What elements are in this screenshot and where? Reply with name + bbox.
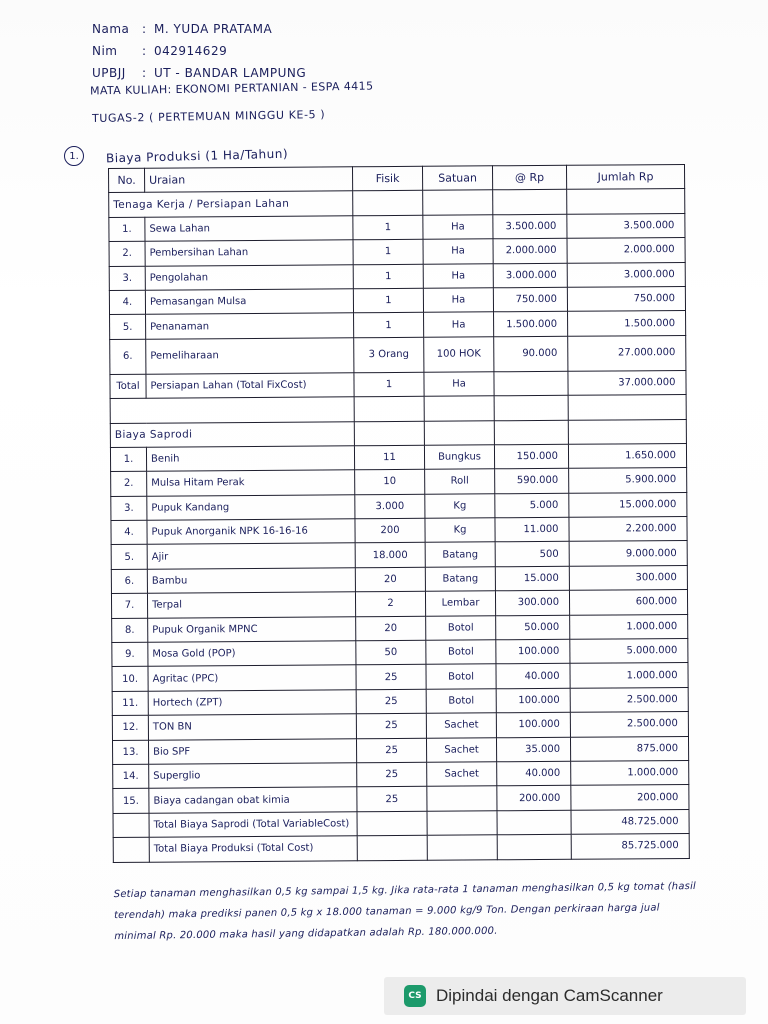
- cell-harga: 750.000: [493, 287, 567, 312]
- cell-satuan: Batang: [425, 542, 495, 567]
- cell-no: 6.: [111, 569, 147, 594]
- cell-uraian: Pupuk Kandang: [147, 494, 355, 520]
- student-header: [92, 18, 392, 84]
- cell-jumlah: 27.000.000: [568, 335, 686, 371]
- cell-fisik: 2: [355, 592, 425, 617]
- cell-fisik: 25: [357, 762, 427, 787]
- cell-satuan: [427, 835, 497, 860]
- cell-harga: 100.000: [496, 688, 570, 713]
- cell-no: 2.: [109, 241, 145, 266]
- cell-uraian: Benih: [146, 446, 354, 472]
- cell-uraian: TON BN: [148, 714, 356, 740]
- cell-harga: [497, 810, 571, 835]
- cell-jumlah: 1.000.000: [570, 614, 688, 639]
- cell-jumlah: 300.000: [569, 565, 687, 590]
- empty-cell: [110, 397, 354, 423]
- upbjj-separator: :: [142, 66, 147, 80]
- header-no: No.: [109, 168, 145, 193]
- cell-no: 2.: [111, 472, 147, 497]
- cell-jumlah: 875.000: [570, 736, 688, 761]
- cell-no: 1.: [110, 447, 146, 472]
- cell-fisik: [357, 835, 427, 860]
- cell-fisik: 25: [356, 713, 426, 738]
- yield-note: Setiap tanaman menghasilkan 0,5 kg sampai 1,5 kg. Jika rata-rata 1 tanaman menghasilkan 0,5 kg tomat (hasil terendah) maka prediksi panen 0,5 kg x 18.000 tanaman = 9.000 kg/9 Ton. Dengan perkiraan harga jual minimal Rp. 20.000 maka hasil yang didapatkan adalah Rp. 180.000.000.: [113, 880, 697, 943]
- cell-no: 12.: [112, 715, 148, 740]
- cell-fisik: 25: [356, 665, 426, 690]
- nim-value: 042914629: [154, 44, 228, 58]
- section-heading: [64, 146, 288, 166]
- header-fisik: Fisik: [352, 166, 422, 191]
- cell-jumlah: 200.000: [571, 785, 689, 810]
- cell-no: 4.: [109, 290, 145, 315]
- cell-uraian: Hortech (ZPT): [148, 690, 356, 716]
- cell-harga: 40.000: [496, 664, 570, 689]
- cell-uraian: Pemasangan Mulsa: [145, 289, 353, 315]
- cell-uraian: Sewa Lahan: [145, 216, 353, 242]
- cell-harga: 15.000: [495, 566, 569, 591]
- cell-fisik: 3.000: [355, 494, 425, 519]
- cell-fisik: [357, 811, 427, 836]
- cell-satuan: Botol: [426, 615, 496, 640]
- cell-no: 7.: [111, 593, 147, 618]
- cell-uraian: Bio SPF: [148, 738, 356, 764]
- header-uraian: Uraian: [145, 167, 353, 193]
- cell-uraian: Persiapan Lahan (Total FixCost): [146, 373, 354, 399]
- cell-no: Total: [110, 374, 146, 399]
- cell-satuan: Sachet: [426, 737, 496, 762]
- cell-jumlah: 5.000.000: [570, 638, 688, 663]
- empty-cell: [494, 420, 568, 445]
- cell-uraian: Total Biaya Produksi (Total Cost): [149, 836, 357, 862]
- cell-fisik: 20: [355, 567, 425, 592]
- cell-harga: [494, 371, 568, 396]
- cell-satuan: Ha: [423, 215, 493, 240]
- cell-satuan: Bungkus: [424, 445, 494, 470]
- cell-satuan: Ha: [424, 372, 494, 397]
- cell-satuan: Kg: [425, 493, 495, 518]
- total-produksi-row: [113, 834, 689, 862]
- cell-jumlah: 3.000.000: [567, 262, 685, 287]
- cell-fisik: 1: [354, 372, 424, 397]
- cell-harga: 2.000.000: [493, 238, 567, 263]
- cell-satuan: Sachet: [426, 713, 496, 738]
- cell-harga: 5.000: [495, 493, 569, 518]
- cell-no: 8.: [112, 618, 148, 643]
- cell-harga: [497, 834, 571, 859]
- cell-satuan: Ha: [423, 288, 493, 313]
- cell-jumlah: 1.000.000: [571, 760, 689, 785]
- cell-uraian: Terpal: [147, 592, 355, 618]
- cell-jumlah: 1.650.000: [568, 443, 686, 468]
- empty-cell: [423, 190, 493, 215]
- cell-harga: 11.000: [495, 517, 569, 542]
- cell-no: 10.: [112, 667, 148, 692]
- cell-satuan: Botol: [426, 664, 496, 689]
- cell-satuan: Botol: [426, 640, 496, 665]
- nim-separator: :: [142, 44, 147, 58]
- cell-satuan: Ha: [423, 263, 493, 288]
- cell-uraian: Pengolahan: [145, 264, 353, 290]
- empty-cell: [567, 189, 685, 214]
- group-title-cell: Biaya Saprodi: [110, 421, 354, 447]
- cell-harga: 40.000: [497, 761, 571, 786]
- cell-no: 14.: [113, 764, 149, 789]
- cell-no: [113, 813, 149, 838]
- cell-fisik: 50: [356, 640, 426, 665]
- cell-jumlah: 600.000: [569, 590, 687, 615]
- cell-uraian: Pupuk Anorganik NPK 16-16-16: [147, 519, 355, 545]
- empty-cell: [493, 190, 567, 215]
- empty-cell: [424, 396, 494, 421]
- cell-no: 9.: [112, 642, 148, 667]
- mata-kuliah-label: MATA KULIAH:: [89, 83, 172, 98]
- cell-no: 6.: [110, 339, 146, 374]
- cell-jumlah: 2.500.000: [570, 712, 688, 737]
- cell-satuan: [427, 786, 497, 811]
- cell-harga: 300.000: [495, 591, 569, 616]
- cell-uraian: Biaya cadangan obat kimia: [149, 787, 357, 813]
- cell-jumlah: 48.725.000: [571, 809, 689, 834]
- upbjj-value: UT - BANDAR LAMPUNG: [154, 66, 307, 80]
- empty-cell: [354, 396, 424, 421]
- cell-satuan: Roll: [425, 469, 495, 494]
- cell-jumlah: 9.000.000: [569, 541, 687, 566]
- cell-no: 13.: [112, 740, 148, 765]
- cell-harga: 100.000: [496, 639, 570, 664]
- nama-separator: :: [142, 22, 147, 36]
- cell-harga: 1.500.000: [494, 312, 568, 337]
- cell-satuan: Ha: [424, 312, 494, 337]
- cell-uraian: Penanaman: [146, 313, 354, 339]
- cell-fisik: 11: [354, 445, 424, 470]
- group-title-cell: Tenaga Kerja / Persiapan Lahan: [109, 191, 353, 217]
- cell-harga: 100.000: [496, 712, 570, 737]
- cell-satuan: Lembar: [425, 591, 495, 616]
- cell-harga: 90.000: [494, 336, 568, 372]
- cell-no: 3.: [111, 496, 147, 521]
- empty-cell: [494, 395, 568, 420]
- cell-fisik: 1: [354, 313, 424, 338]
- nim-row: [92, 40, 392, 62]
- cell-harga: 500: [495, 542, 569, 567]
- cell-jumlah: 15.000.000: [569, 492, 687, 517]
- nama-value: M. YUDA PRATAMA: [154, 22, 273, 36]
- cell-uraian: Pemeliharaan: [146, 338, 354, 374]
- cell-uraian: Pembersihan Lahan: [145, 240, 353, 266]
- cell-uraian: Mosa Gold (POP): [148, 641, 356, 667]
- cell-harga: 150.000: [494, 444, 568, 469]
- cell-jumlah: 750.000: [567, 286, 685, 311]
- cell-no: 3.: [109, 266, 145, 291]
- cell-harga: 200.000: [497, 786, 571, 811]
- nama-label: Nama: [92, 22, 130, 36]
- section-number: 1.: [64, 146, 84, 166]
- cell-satuan: Botol: [426, 689, 496, 714]
- cell-fisik: 10: [355, 470, 425, 495]
- cell-jumlah: 2.200.000: [569, 517, 687, 542]
- header-jumlah: Jumlah Rp: [566, 164, 684, 189]
- tugas-title: TUGAS-2 ( PERTEMUAN MINGGU KE-5 ): [91, 107, 326, 126]
- section-title: Biaya Produksi (1 Ha/Tahun): [105, 146, 289, 166]
- cell-fisik: 20: [356, 616, 426, 641]
- header-satuan: Satuan: [422, 166, 492, 191]
- cell-uraian: Bambu: [147, 568, 355, 594]
- empty-cell: [568, 419, 686, 444]
- cell-fisik: 200: [355, 518, 425, 543]
- cost-table: [108, 164, 690, 863]
- cell-no: 11.: [112, 691, 148, 716]
- cell-no: 5.: [110, 315, 146, 340]
- cell-jumlah: 3.500.000: [567, 213, 685, 238]
- empty-cell: [353, 191, 423, 216]
- nama-row: [92, 18, 392, 40]
- cell-harga: 3.500.000: [493, 214, 567, 239]
- cell-jumlah: 37.000.000: [568, 370, 686, 395]
- empty-cell: [424, 420, 494, 445]
- cell-satuan: 100 HOK: [424, 337, 494, 372]
- cell-no: 4.: [111, 520, 147, 545]
- empty-cell: [568, 395, 686, 420]
- cell-harga: 3.000.000: [493, 263, 567, 288]
- cell-harga: 35.000: [496, 737, 570, 762]
- cell-jumlah: 2.500.000: [570, 687, 688, 712]
- cell-satuan: Batang: [425, 567, 495, 592]
- cell-uraian: Agritac (PPC): [148, 665, 356, 691]
- cell-fisik: 3 Orang: [354, 337, 424, 372]
- cell-fisik: 18.000: [355, 543, 425, 568]
- cell-no: [113, 837, 149, 862]
- cell-jumlah: 2.000.000: [567, 238, 685, 263]
- camscanner-text: Dipindai dengan CamScanner: [436, 986, 663, 1005]
- upbjj-label: UPBJJ: [92, 66, 126, 80]
- camscanner-logo: CS: [404, 985, 426, 1007]
- cell-jumlah: 5.900.000: [569, 468, 687, 493]
- cell-uraian: Total Biaya Saprodi (Total VariableCost): [149, 812, 357, 838]
- cell-jumlah: 1.000.000: [570, 663, 688, 688]
- nim-label: Nim: [92, 44, 118, 58]
- cell-fisik: 25: [356, 689, 426, 714]
- cell-uraian: Superglio: [149, 763, 357, 789]
- cell-jumlah: 85.725.000: [571, 834, 689, 859]
- table-row: [110, 335, 686, 374]
- cell-jumlah: 1.500.000: [568, 311, 686, 336]
- empty-cell: [354, 421, 424, 446]
- cell-fisik: 1: [353, 264, 423, 289]
- cell-satuan: Sachet: [427, 762, 497, 787]
- cell-fisik: 25: [356, 738, 426, 763]
- mata-kuliah-value: EKONOMI PERTANIAN - ESPA 4415: [175, 79, 374, 96]
- cell-harga: 590.000: [495, 469, 569, 494]
- cell-uraian: Pupuk Organik MPNC: [148, 616, 356, 642]
- cell-fisik: 25: [357, 787, 427, 812]
- cell-uraian: Ajir: [147, 543, 355, 569]
- cell-uraian: Mulsa Hitam Perak: [147, 470, 355, 496]
- cell-harga: 50.000: [496, 615, 570, 640]
- cell-no: 15.: [113, 789, 149, 814]
- cell-satuan: Ha: [423, 239, 493, 264]
- cell-no: 5.: [111, 545, 147, 570]
- header-harga: @ Rp: [492, 165, 566, 190]
- camscanner-watermark: [384, 977, 746, 1015]
- cell-fisik: 1: [353, 288, 423, 313]
- cell-satuan: [427, 811, 497, 836]
- cell-satuan: Kg: [425, 518, 495, 543]
- cell-fisik: 1: [353, 239, 423, 264]
- cell-no: 1.: [109, 217, 145, 242]
- cell-fisik: 1: [353, 215, 423, 240]
